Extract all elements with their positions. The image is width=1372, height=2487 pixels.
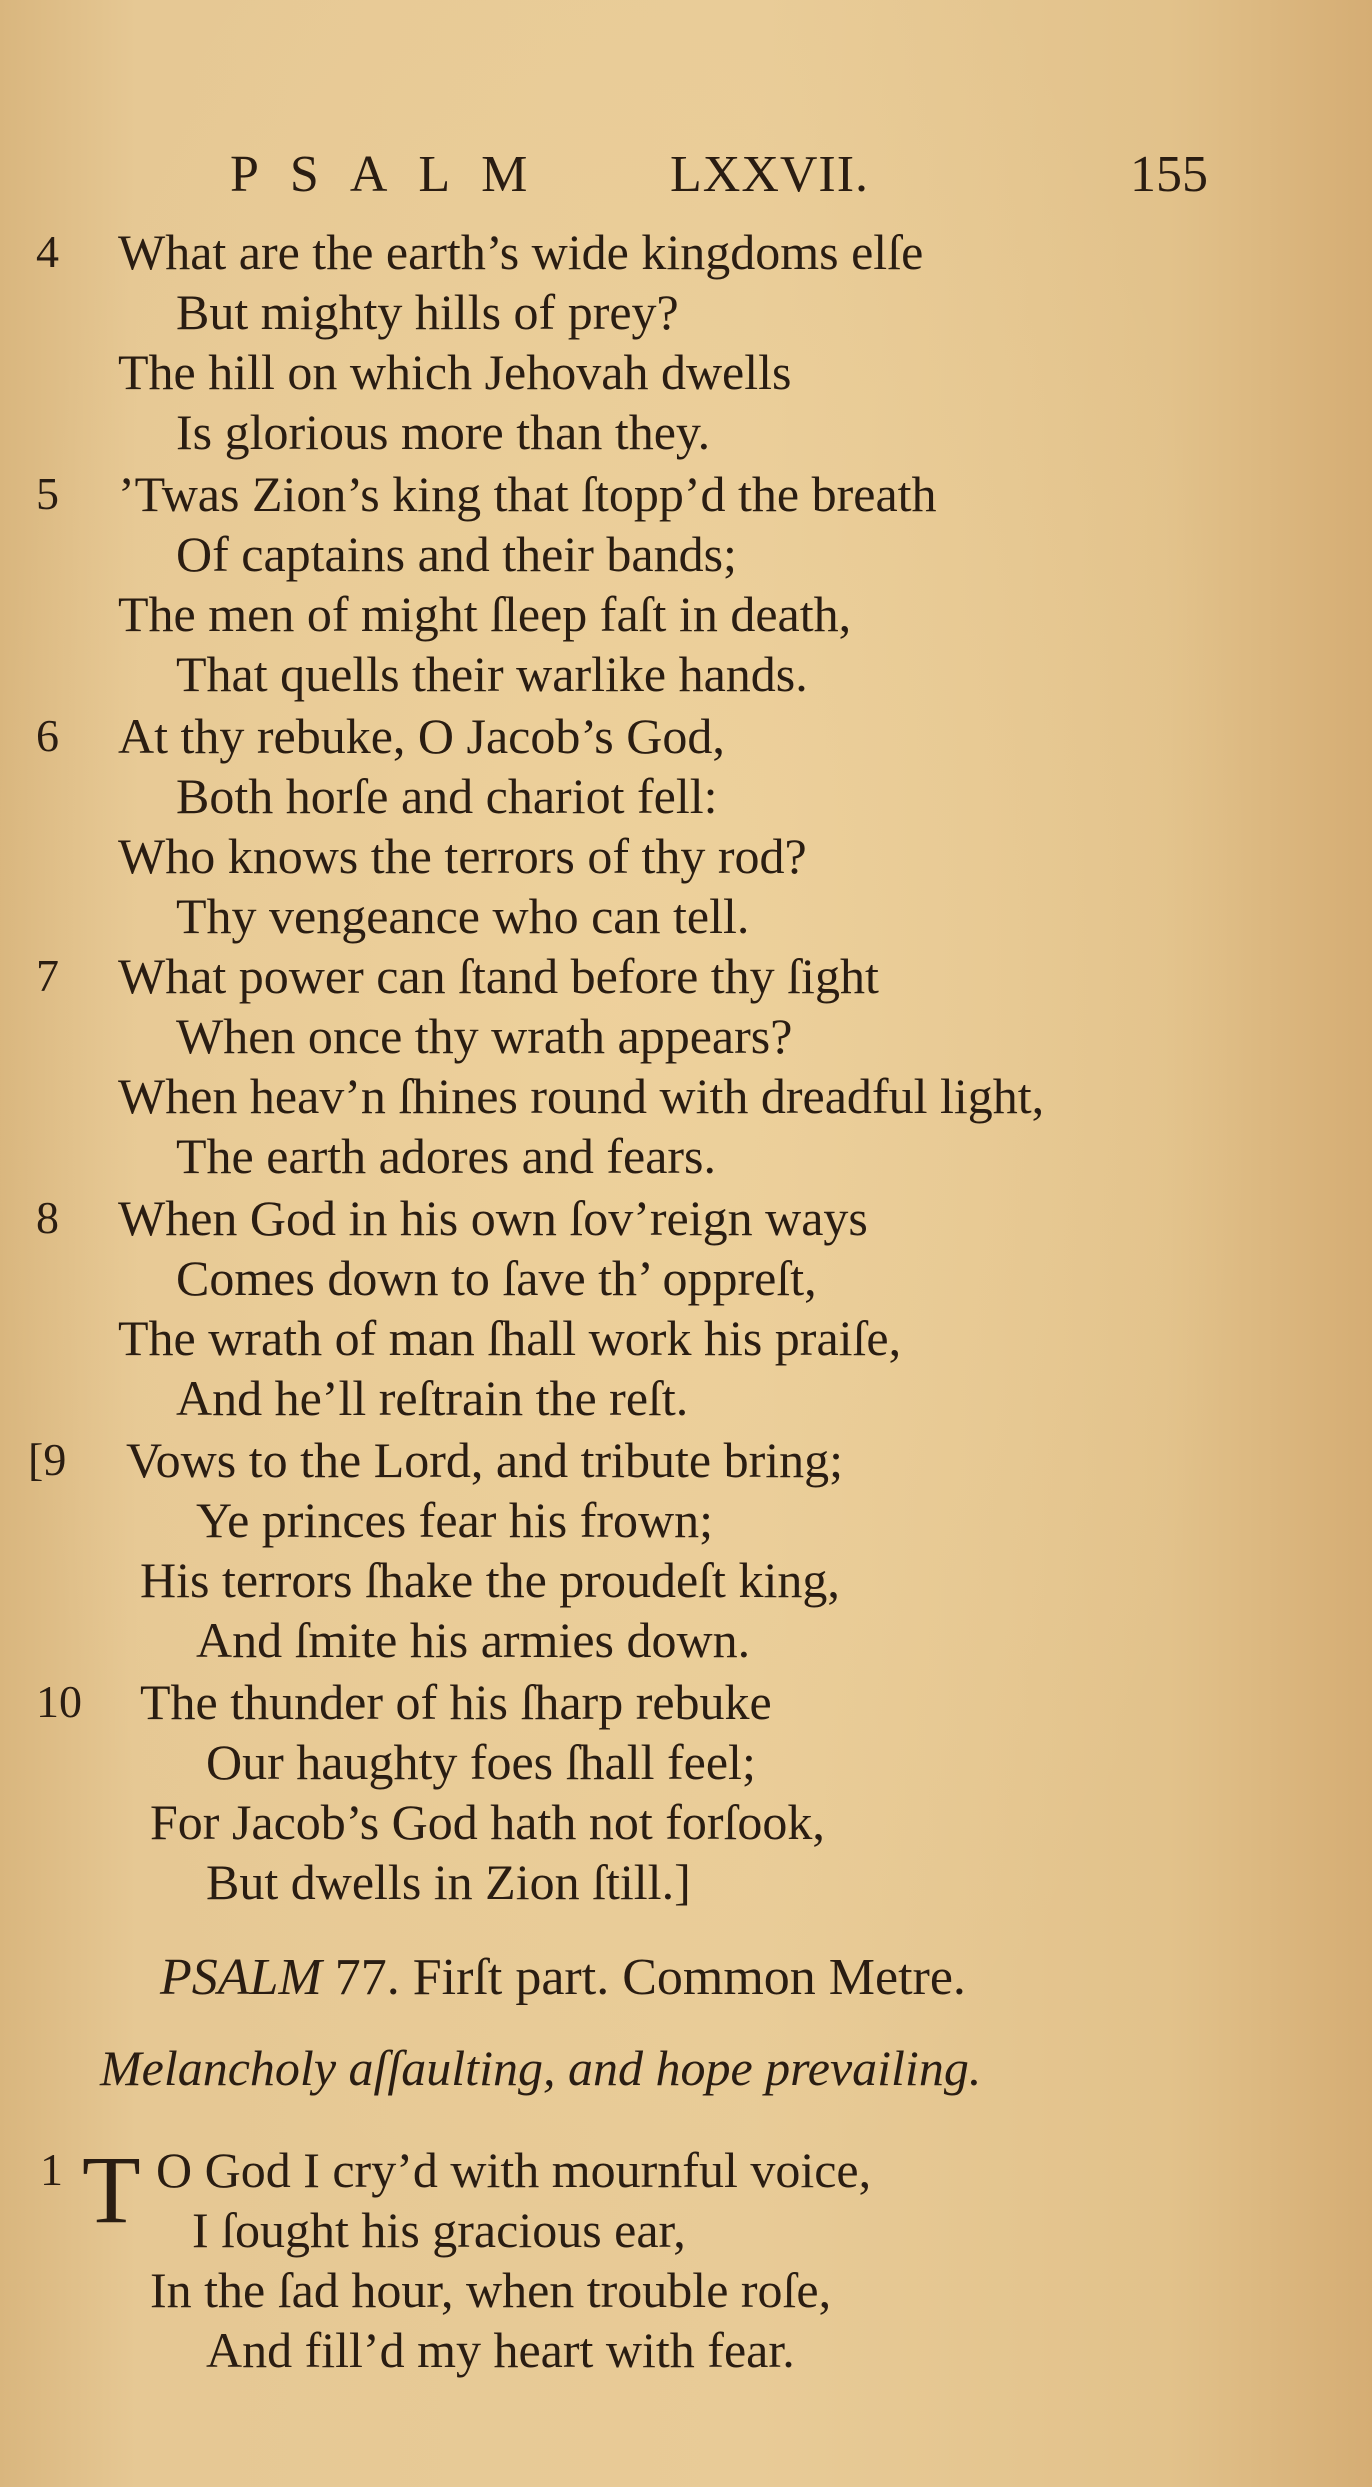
verse-line: When God in his own ſov’reign ways bbox=[118, 1190, 868, 1246]
verse-line: The men of might ſleep faſt in death, bbox=[118, 586, 852, 642]
verse-line: The thunder of his ſharp rebuke bbox=[140, 1674, 772, 1730]
header-title: PSALM bbox=[230, 146, 559, 203]
verse-line: And fill’d my heart with fear. bbox=[206, 2322, 795, 2378]
stanza-number: 7 bbox=[36, 950, 59, 1001]
verse-line: For Jacob’s God hath not forſook, bbox=[150, 1794, 825, 1850]
section-heading-rest: 77. Firſt part. Common Metre. bbox=[334, 1949, 966, 2006]
section-heading-lead: PSALM bbox=[160, 1949, 322, 2006]
verse-line: O God I cry’d with mournful voice, bbox=[156, 2142, 872, 2198]
stanza-number: 10 bbox=[36, 1676, 82, 1727]
verse-line: The wrath of man ſhall work his praiſe, bbox=[118, 1310, 902, 1366]
verse-line: The earth adores and fears. bbox=[176, 1128, 716, 1184]
stanza-number: 5 bbox=[36, 468, 59, 519]
verse-line: What power can ſtand before thy ſight bbox=[118, 948, 879, 1004]
running-header bbox=[230, 140, 1230, 210]
verse-line: Of captains and their bands; bbox=[176, 526, 737, 582]
verse-line: That quells their warlike hands. bbox=[176, 646, 808, 702]
verse-line: Who knows the terrors of thy rod? bbox=[118, 828, 807, 884]
verse-line: Our haughty foes ſhall feel; bbox=[206, 1734, 756, 1790]
stanza-number: [9 bbox=[28, 1434, 67, 1485]
verse-line: His terrors ſhake the proudeſt king, bbox=[140, 1552, 840, 1608]
verse-line: Vows to the Lord, and tribute bring; bbox=[126, 1432, 844, 1488]
stanza-number: 4 bbox=[36, 226, 59, 277]
verse-line: And ſmite his armies down. bbox=[196, 1612, 751, 1668]
verse-line: And he’ll reſtrain the reſt. bbox=[176, 1370, 689, 1426]
verse-line: In the ſad hour, when trouble roſe, bbox=[150, 2262, 832, 2318]
verse-line: But dwells in Zion ſtill.] bbox=[206, 1854, 691, 1910]
verse-line: Ye princes fear his frown; bbox=[196, 1492, 714, 1548]
verse-line: The hill on which Jehovah dwells bbox=[118, 344, 792, 400]
verse-line: At thy rebuke, O Jacob’s God, bbox=[118, 708, 725, 764]
stanza-number: 6 bbox=[36, 710, 59, 761]
verse-line: Both horſe and chariot fell: bbox=[176, 768, 718, 824]
verse-line: But mighty hills of prey? bbox=[176, 284, 679, 340]
verse-line: I ſought his gracious ear, bbox=[192, 2202, 686, 2258]
verse-line: Thy vengeance who can tell. bbox=[176, 888, 750, 944]
stanza-number: 8 bbox=[36, 1192, 59, 1243]
drop-cap: T bbox=[82, 2136, 141, 2243]
verse-line: When heav’n ſhines round with dreadful light, bbox=[118, 1068, 1045, 1124]
verse-line: When once thy wrath appears? bbox=[176, 1008, 793, 1064]
section-heading bbox=[160, 1946, 966, 2010]
verse-line: Comes down to ſave th’ oppreſt, bbox=[176, 1250, 817, 1306]
verse-line: What are the earth’s wide kingdoms elſe bbox=[118, 224, 924, 280]
section-subheading: Melancholy aſſaulting, and hope prevailing. bbox=[100, 2040, 982, 2096]
verse-line: ’Twas Zion’s king that ſtopp’d the breath bbox=[118, 466, 937, 522]
verse-line: Is glorious more than they. bbox=[176, 404, 711, 460]
stanza-number: 1 bbox=[40, 2144, 63, 2195]
header-psalm-numeral: LXXVII. bbox=[670, 146, 870, 203]
page-number: 155 bbox=[1130, 146, 1208, 203]
